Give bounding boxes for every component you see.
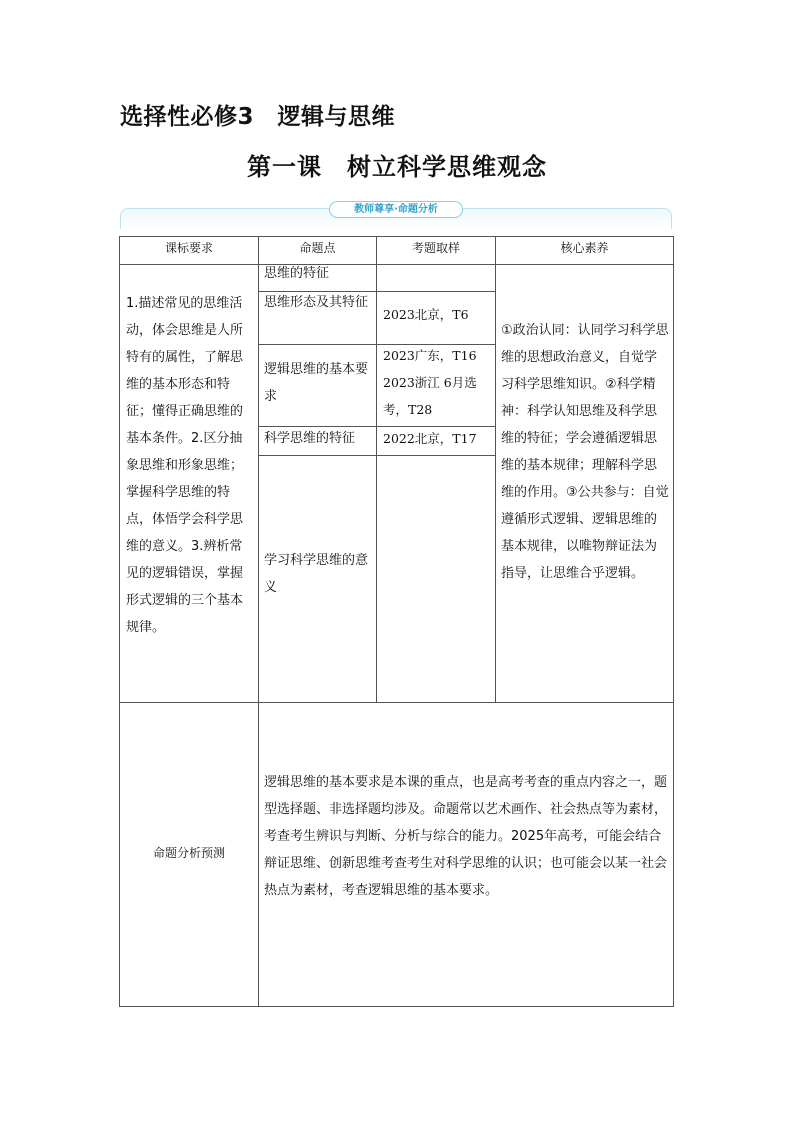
sample-cell: 2023广东，T16 2023浙江 6月选考，T28 (383, 348, 477, 417)
analysis-label: 命题分析预测 (152, 846, 225, 860)
point-cell: 思维形态及其特征 (264, 295, 369, 310)
header-point: 命题点 (299, 241, 336, 255)
literacy-text: ①政治认同：认同学习科学思维的思想政治意义，自觉学习科学思维知识。②科学精神：科学认知思维及科学思维的特征；学会遵循逻辑思维的基本规律；理解科学思维的作用。③公共参与：自觉遵循形式逻辑、逻辑思维的基本规律，以唯物辩证法为指导，让思维合乎逻辑。 (501, 323, 669, 581)
header-literacy: 核心素养 (560, 241, 609, 255)
point-cell: 思维的特征 (264, 266, 330, 281)
point-cell: 学习科学思维的意义 (264, 553, 369, 595)
header-requirements: 课标要求 (164, 241, 213, 255)
point-cell: 逻辑思维的基本要求 (264, 362, 369, 404)
header-sample: 考题取样 (411, 241, 460, 255)
banner-label: 教师尊享·命题分析 (329, 201, 463, 218)
point-cell: 科学思维的特征 (264, 431, 356, 446)
lesson-title: 第一课 树立科学思维观念 (247, 153, 547, 181)
sample-cell: 2023北京，T6 (383, 307, 469, 322)
analysis-text: 逻辑思维的基本要求是本课的重点，也是高考考查的重点内容之一，题型选择题、非选择题均涉及。命题常以艺术画作、社会热点等为素材，考查考生辨识与判断、分析与综合的能力。2025年高考，可能会结合辩证思维、创新思维考查考生对科学思维的认识；也可能会以某一社会热点为素材，考查逻辑思维的基本要求。 (264, 775, 668, 898)
module-title: 选择性必修3 逻辑与思维 (120, 104, 396, 130)
sample-cell: 2022北京，T17 (383, 431, 477, 446)
requirements-text: 1.描述常见的思维活动，体会思维是人所特有的属性，了解思维的基本形态和特征；懂得正确思维的基本条件。2.区分抽象思维和形象思维；掌握科学思维的特点，体悟学会科学思维的意义。3.辨析常见的逻辑错误，掌握形式逻辑的三个基本规律。 (126, 296, 244, 635)
